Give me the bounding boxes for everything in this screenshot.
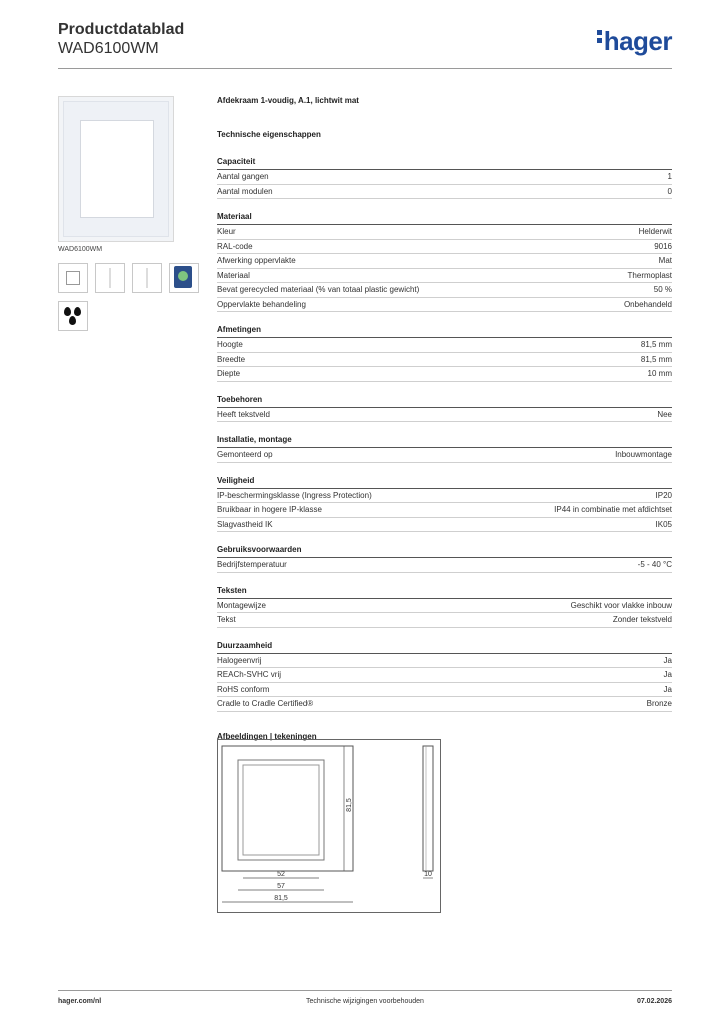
spec-value: 10 mm xyxy=(647,369,672,378)
spec-row xyxy=(217,489,672,504)
spec-value: 81,5 mm xyxy=(640,354,672,364)
logo-text: hager xyxy=(603,26,672,56)
dim-mid: 57 xyxy=(277,883,285,890)
technical-drawing xyxy=(217,739,441,913)
spec-label: Materiaal xyxy=(217,270,250,280)
frame-side-view xyxy=(423,746,433,871)
spec-label: RAL-code xyxy=(217,241,253,251)
product-description: Afdekraam 1-voudig, A.1, lichtwit mat xyxy=(217,96,359,105)
spec-group-title: Teksten xyxy=(217,586,672,599)
spec-row xyxy=(217,558,672,573)
spec-row xyxy=(217,353,672,368)
spec-label: Oppervlakte behandeling xyxy=(217,299,306,309)
hager-logo xyxy=(597,26,672,57)
spec-groups xyxy=(217,157,672,712)
spec-label: Tekst xyxy=(217,615,236,624)
spec-value: Ja xyxy=(663,655,672,665)
spec-row xyxy=(217,338,672,353)
dim-depth: 10 xyxy=(424,871,432,878)
spec-label: Gemonteerd op xyxy=(217,450,273,459)
product-media-column xyxy=(58,96,200,331)
spec-label: Slagvastheid IK xyxy=(217,519,273,529)
spec-value: 9016 xyxy=(654,241,672,251)
spec-value: Mat xyxy=(658,256,672,265)
frame-opening-outer xyxy=(238,760,324,860)
spec-row xyxy=(217,613,672,628)
spec-value: Ja xyxy=(663,670,672,679)
spec-label: Aantal modulen xyxy=(217,186,273,196)
spec-row xyxy=(217,668,672,683)
spec-label: Bevat gerecycled materiaal (% van totaal plastic gewicht) xyxy=(217,285,420,294)
spec-value: 81,5 mm xyxy=(640,340,672,349)
water-drops-icon xyxy=(58,301,88,331)
spec-value: Onbehandeld xyxy=(623,299,672,309)
thumbnail-strip xyxy=(58,263,200,293)
frame-opening-inner xyxy=(243,765,319,855)
spec-group-title: Capaciteit xyxy=(217,157,672,170)
spec-label: Afwerking oppervlakte xyxy=(217,256,296,265)
document-title: Productdatablad xyxy=(58,21,185,38)
spec-label: IP-beschermingsklasse (Ingress Protection) xyxy=(217,490,372,500)
spec-row xyxy=(217,683,672,698)
spec-value: IP20 xyxy=(655,490,672,500)
spec-group-title: Afmetingen xyxy=(217,325,672,338)
spec-row xyxy=(217,283,672,298)
spec-label: Montagewijze xyxy=(217,600,266,610)
frame-side-icon[interactable] xyxy=(95,263,125,293)
dim-width: 81,5 xyxy=(274,895,288,902)
product-photo xyxy=(58,96,174,242)
spec-label: Bruikbaar in hogere IP-klasse xyxy=(217,505,322,514)
spec-value: Nee xyxy=(657,409,672,419)
spec-label: Halogeenvrij xyxy=(217,655,262,665)
spec-label: Aantal gangen xyxy=(217,172,269,181)
spec-value: IK05 xyxy=(655,519,672,529)
spec-value: IP44 in combinatie met afdichtset xyxy=(554,505,672,514)
spec-row xyxy=(217,518,672,533)
spec-group-title: Gebruiksvoorwaarden xyxy=(217,545,672,558)
spec-label: Heeft tekstveld xyxy=(217,409,270,419)
product-code: WAD6100WM xyxy=(58,40,159,57)
spec-value: Inbouwmontage xyxy=(615,450,672,459)
spec-row xyxy=(217,448,672,463)
images-title: Afbeeldingen | tekeningen xyxy=(217,731,317,741)
spec-value: Thermoplast xyxy=(627,270,672,280)
spec-group-title: Installatie, montage xyxy=(217,435,672,448)
spec-group-title: Duurzaamheid xyxy=(217,641,672,654)
spec-row xyxy=(217,240,672,255)
spec-row xyxy=(217,654,672,669)
spec-row xyxy=(217,697,672,712)
spec-row xyxy=(217,367,672,382)
spec-label: RoHS conform xyxy=(217,684,270,694)
spec-row xyxy=(217,599,672,614)
spec-label: Kleur xyxy=(217,227,236,236)
logo-dots-icon xyxy=(597,30,602,46)
spec-value: 0 xyxy=(667,186,672,196)
spec-row xyxy=(217,503,672,518)
spec-row xyxy=(217,185,672,200)
spec-value: Geschikt voor vlakke inbouw xyxy=(570,600,672,610)
footer-website-link[interactable]: hager.com/nl xyxy=(58,998,102,1005)
photo-caption: WAD6100WM xyxy=(58,246,103,253)
spec-row xyxy=(217,298,672,313)
frame-side-icon[interactable] xyxy=(132,263,162,293)
spec-label: Cradle to Cradle Certified® xyxy=(217,699,314,708)
spec-value: -5 - 40 °C xyxy=(637,560,672,569)
spec-row xyxy=(217,170,672,185)
spec-row xyxy=(217,254,672,269)
spec-label: Breedte xyxy=(217,354,246,364)
spec-value: Ja xyxy=(663,684,672,694)
spec-row xyxy=(217,269,672,284)
spec-label: REACh-SVHC vrij xyxy=(217,670,282,679)
section-title: Technische eigenschappen xyxy=(217,130,321,139)
spec-label: Bedrijfstemperatuur xyxy=(217,560,287,569)
spec-row xyxy=(217,225,672,240)
spec-group-title: Toebehoren xyxy=(217,395,672,408)
spec-label: Diepte xyxy=(217,369,241,378)
spec-value: Zonder tekstveld xyxy=(612,615,672,624)
footer-divider xyxy=(58,990,672,991)
certificate-icon[interactable] xyxy=(169,263,199,293)
spec-value: Helderwit xyxy=(638,227,672,236)
spec-value: 1 xyxy=(667,172,672,181)
header-divider xyxy=(58,68,672,69)
spec-value: Bronze xyxy=(646,699,672,708)
spec-column xyxy=(217,96,672,741)
spec-group-title: Materiaal xyxy=(217,212,672,225)
page-header xyxy=(58,20,672,70)
dim-inner: 52 xyxy=(277,871,285,878)
spec-label: Hoogte xyxy=(217,340,243,349)
footer-disclaimer: Technische wijzigingen voorbehouden xyxy=(306,998,424,1005)
spec-value: 50 % xyxy=(653,285,672,294)
dim-height: 81,5 xyxy=(346,798,353,812)
spec-row xyxy=(217,408,672,423)
footer-date: 07.02.2026 xyxy=(636,998,672,1005)
spec-group-title: Veiligheid xyxy=(217,476,672,489)
frame-square-icon[interactable] xyxy=(58,263,88,293)
